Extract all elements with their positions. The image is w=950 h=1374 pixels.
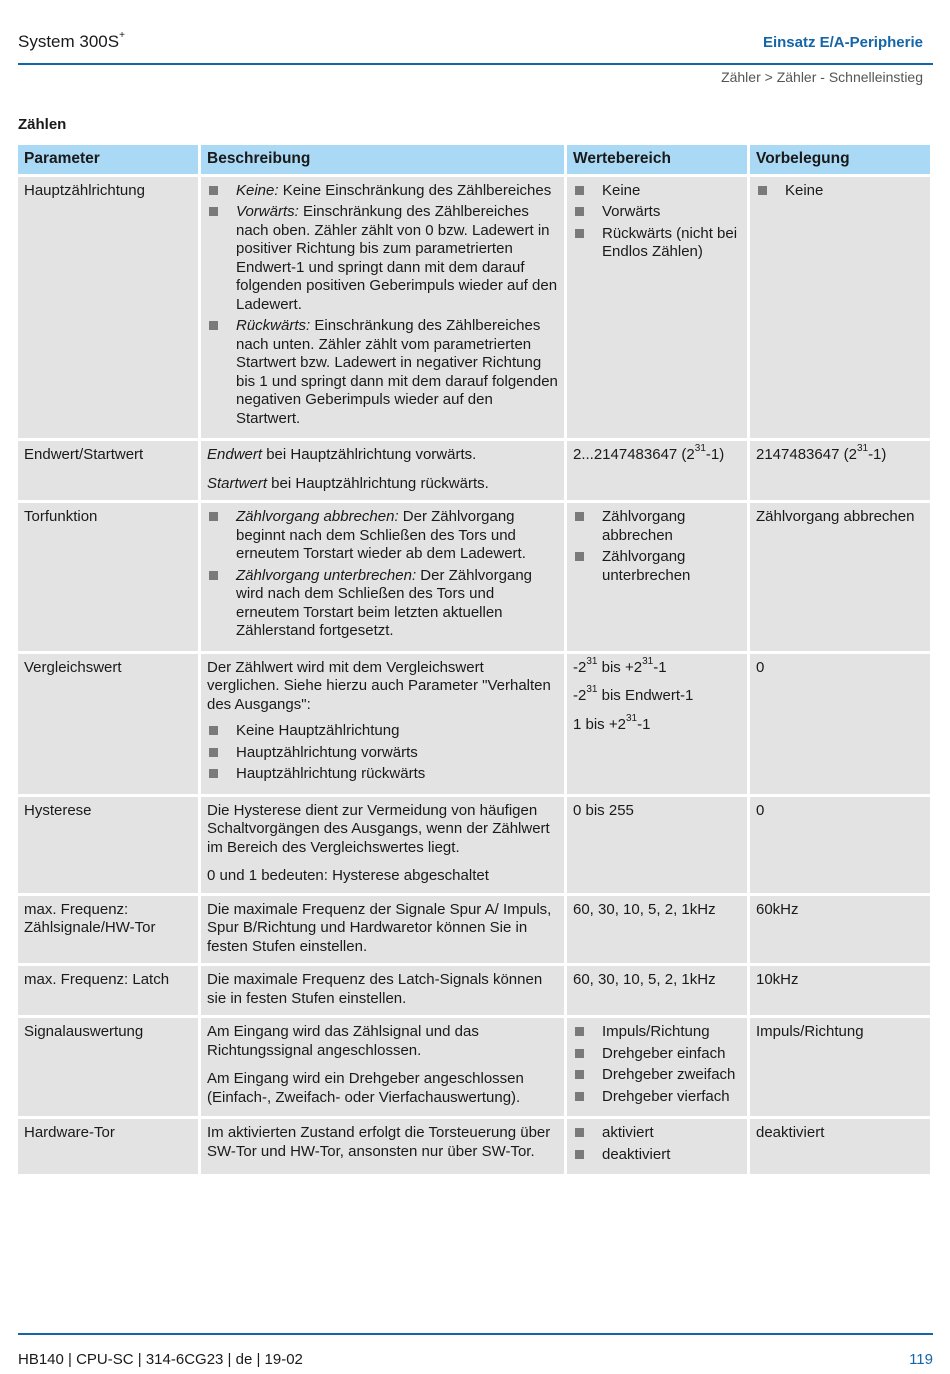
bullet-icon [575,1049,584,1058]
product-name: System 300S+ [18,30,125,51]
range-cell [567,654,747,794]
bullet-icon [209,186,218,195]
description-cell [201,177,564,439]
description-text: Am Eingang wird ein Drehgeber angeschlossen (Einfach-, Zweifach- oder Vierfachauswertung). [207,1070,524,1106]
default-cell: 0 [750,797,930,893]
list-item: Impuls/Richtung [573,1023,741,1042]
table-row [18,177,930,439]
list-item: Drehgeber zweifach [573,1066,741,1085]
param-cell: max. Frequenz: Latch [18,966,198,1015]
param-cell: Vergleichswert [18,654,198,794]
default-cell: Impuls/Richtung [750,1018,930,1116]
description-text: Die Hysterese dient zur Vermeidung von häufigen Schaltvorgängen des Ausgangs, wenn der Zählwert im Bereich des Vergleichswertes liegt. [207,801,550,856]
list-item: Keine: Keine Einschränkung des Zählbereiches [207,182,558,201]
list-item: Hauptzählrichtung rückwärts [207,765,558,784]
bullet-icon [575,207,584,216]
list-item: Zählvorgang abbrechen [573,508,741,545]
bullet-icon [575,552,584,561]
param-cell: max. Frequenz: Zählsignale/HW-Tor [18,896,198,964]
table-row [18,1018,930,1116]
param-cell: Hysterese [18,797,198,893]
param-cell: Signalauswertung [18,1018,198,1116]
list-item: Keine [756,182,924,201]
bullet-icon [575,1027,584,1036]
default-cell: 10kHz [750,966,930,1015]
param-cell: Hardware-Tor [18,1119,198,1174]
breadcrumb: Zähler > Zähler - Schnelleinstieg [721,69,923,85]
range-cell: 2...2147483647 $(2^{31}-1)$ [567,441,747,500]
description-cell: Die maximale Frequenz der Signale Spur A/ Impuls, Spur B/Richtung und Hardwaretor können Sie in festen Stufen einstellen. [201,896,564,964]
description-cell [201,797,564,893]
page-number: 119 [909,1351,933,1368]
description-text: 0 und 1 bedeuten: Hysterese abgeschaltet [207,867,489,884]
table-row [18,503,930,651]
table-row [18,1119,930,1174]
default-cell: 2147483647 $(2^{31}-1)$ [750,441,930,500]
chapter-title: Einsatz E/A-Peripherie [762,34,923,51]
footer-divider [18,1333,933,1335]
bullet-icon [575,186,584,195]
table-row [18,797,930,893]
list-item: Rückwärts (nicht bei Endlos Zählen) [573,225,741,262]
list-item: Keine Hauptzählrichtung [207,722,558,741]
range-value: $-2^{31}$ bis Endwert-1 [573,684,694,704]
bullet-icon [209,726,218,735]
bullet-icon [575,1150,584,1159]
list-item: Hauptzählrichtung vorwärts [207,744,558,763]
bullet-icon [575,229,584,238]
bullet-icon [209,748,218,757]
list-item: Drehgeber vierfach [573,1088,741,1107]
bullet-icon [575,1092,584,1101]
range-value: $-2^{31}$ bis $+2^{31}-1$ [573,655,667,676]
column-header-description: Beschreibung [201,145,564,174]
list-item: aktiviert [573,1124,741,1143]
table-row [18,441,930,500]
column-header-range: Wertebereich [567,145,747,174]
list-item: Vorwärts: Einschränkung des Zählbereiches nach oben. Zähler zählt von 0 bzw. Ladewert in positiver Richtung bis zum parametrierten Endwert-1 und springt dann mit dem darauf folgenden positiven Geberimpuls wieder auf den Ladewert. [207,203,558,314]
table-row [18,896,930,964]
range-value: 1 bis $+2^{31}-1$ [573,712,651,733]
param-cell: Endwert/Startwert [18,441,198,500]
bullet-icon [575,512,584,521]
range-cell: 0 bis 255 [567,797,747,893]
column-header-default: Vorbelegung [750,145,930,174]
column-header-parameter: Parameter [18,145,198,174]
description-cell: Die maximale Frequenz des Latch-Signals können sie in festen Stufen einstellen. [201,966,564,1015]
default-cell [750,177,930,439]
bullet-icon [758,186,767,195]
list-item: Zählvorgang unterbrechen: Der Zählvorgang wird nach dem Schließen des Tors und erneutem Torstart beim letzten aktuellen Zählerstand fortgesetzt. [207,567,558,641]
range-cell [567,1018,747,1116]
description-cell [201,503,564,651]
table-row [18,966,930,1015]
bullet-icon [209,207,218,216]
header-divider [18,63,933,65]
bullet-icon [209,571,218,580]
default-cell: 0 [750,654,930,794]
range-cell [567,1119,747,1174]
range-cell [567,177,747,439]
list-item: Zählvorgang unterbrechen [573,548,741,585]
bullet-icon [575,1070,584,1079]
description-text: Startwert bei Hauptzählrichtung rückwärts. [207,474,489,492]
range-cell: 60, 30, 10, 5, 2, 1kHz [567,966,747,1015]
description-cell: Im aktivierten Zustand erfolgt die Torsteuerung über SW-Tor und HW-Tor, ansonsten nur über SW-Tor. [201,1119,564,1174]
document-id: HB140 | CPU-SC | 314-6CG23 | de | 19-02 [18,1351,303,1368]
bullet-icon [209,321,218,330]
param-cell: Hauptzählrichtung [18,177,198,439]
list-item: Zählvorgang abbrechen: Der Zählvorgang beginnt nach dem Schließen des Tors und erneutem Torstart wieder ab dem Ladewert. [207,508,558,564]
list-item: Vorwärts [573,203,741,222]
table-header-row [18,145,930,174]
description-cell [201,1018,564,1116]
bullet-icon [209,769,218,778]
description-text: Der Zählwert wird mit dem Vergleichswert verglichen. Siehe hierzu auch Parameter "Verhalten des Ausgangs": [207,658,551,713]
description-text: Endwert bei Hauptzählrichtung vorwärts. [207,446,477,463]
list-item: Drehgeber einfach [573,1045,741,1064]
list-item: deaktiviert [573,1146,741,1165]
section-title: Zählen [18,116,67,133]
param-cell: Torfunktion [18,503,198,651]
default-cell: Zählvorgang abbrechen [750,503,930,651]
description-cell [201,441,564,500]
bullet-icon [209,512,218,521]
range-cell: 60, 30, 10, 5, 2, 1kHz [567,896,747,964]
list-item: Keine [573,182,741,201]
list-item: Rückwärts: Einschränkung des Zählbereiches nach unten. Zähler zählt vom parametrierten Startwert bzw. Ladewert in negativer Richtung bis 1 und springt dann mit dem darauf folgenden negativen Geberimpuls wieder auf den Startwert. [207,317,558,428]
description-text: Am Eingang wird das Zählsignal und das Richtungssignal angeschlossen. [207,1023,479,1059]
parameter-table [15,142,933,1177]
bullet-icon [575,1128,584,1137]
default-cell: deaktiviert [750,1119,930,1174]
description-cell [201,654,564,794]
table-row [18,654,930,794]
default-cell: 60kHz [750,896,930,964]
range-cell [567,503,747,651]
